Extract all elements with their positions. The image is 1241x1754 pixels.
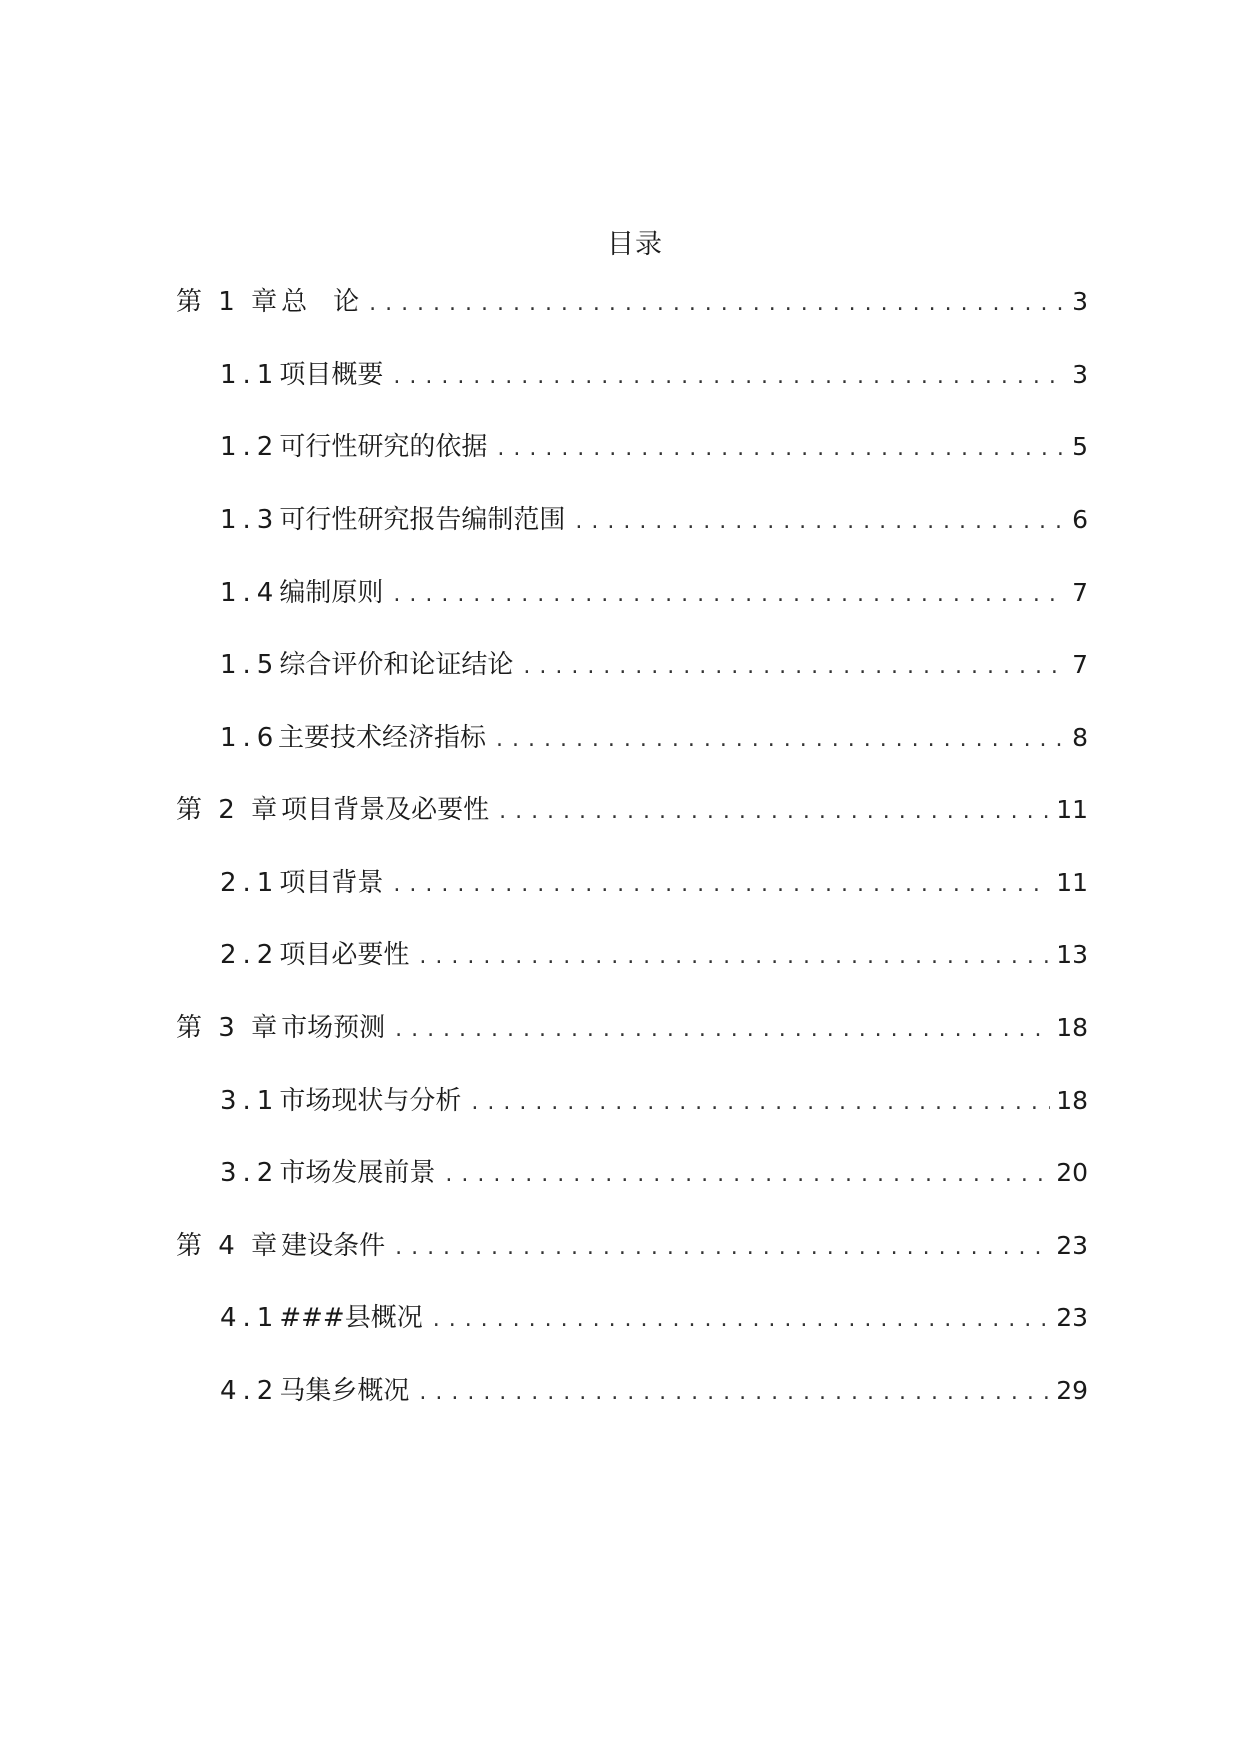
dot-leader — [471, 1083, 1050, 1123]
toc-entry-label: 项目概要 — [279, 360, 384, 390]
toc-entry-1-2[interactable] — [220, 427, 1088, 469]
toc-entry-label: 建设条件 — [281, 1231, 386, 1261]
toc-entry-number: 第 3 章 — [176, 1013, 282, 1043]
toc-entry-page: 23 — [1056, 1231, 1088, 1260]
toc-entry-label: 可行性研究报告编制范围 — [279, 505, 566, 535]
toc-entry-label: 综合评价和论证结论 — [279, 650, 514, 680]
toc-entry-page: 7 — [1072, 650, 1088, 679]
dot-leader — [496, 720, 1066, 760]
dot-leader — [395, 1010, 1050, 1050]
toc-entry-number: 1.4 — [220, 578, 280, 608]
toc-entry-1-1[interactable] — [220, 355, 1088, 397]
dot-leader — [393, 865, 1050, 905]
toc-entry-chapter-3[interactable] — [176, 1008, 1088, 1050]
toc-entry-number: 4.2 — [220, 1376, 280, 1406]
toc-entry-3-2[interactable] — [220, 1153, 1088, 1195]
toc-entry-page: 29 — [1056, 1376, 1088, 1405]
dot-leader — [393, 357, 1066, 397]
toc-entry-label: 编制原则 — [279, 578, 384, 608]
toc-entry-number: 3.2 — [220, 1158, 280, 1188]
dot-leader — [523, 647, 1066, 687]
toc-entry-number: 1.2 — [220, 432, 280, 462]
toc-entry-1-5[interactable] — [220, 645, 1088, 687]
dot-leader — [575, 502, 1066, 542]
toc-entry-page: 3 — [1072, 287, 1088, 316]
toc-entry-label: 项目背景及必要性 — [281, 795, 490, 825]
toc-entry-page: 8 — [1072, 723, 1088, 752]
dot-leader — [419, 1373, 1050, 1413]
toc-entry-page: 11 — [1056, 795, 1088, 824]
toc-entry-label: 马集乡概况 — [279, 1376, 410, 1406]
toc-entry-label: ###县概况 — [279, 1303, 423, 1333]
toc-entry-page: 23 — [1056, 1303, 1088, 1332]
toc-entry-number: 1.3 — [220, 505, 280, 535]
toc-entry-number: 第 1 章 — [176, 287, 282, 317]
dot-leader — [497, 429, 1066, 469]
toc-entry-label: 市场现状与分析 — [279, 1086, 462, 1116]
toc-entry-2-2[interactable] — [220, 935, 1088, 977]
toc-entry-1-3[interactable] — [220, 500, 1088, 542]
toc-entry-page: 18 — [1056, 1013, 1088, 1042]
toc-entry-number: 2.2 — [220, 940, 280, 970]
dot-leader — [395, 1228, 1050, 1268]
toc-entry-4-2[interactable] — [220, 1371, 1088, 1413]
toc-entry-label: 可行性研究的依据 — [279, 432, 488, 462]
toc-entry-number: 1.5 — [220, 650, 280, 680]
toc-entry-number: 4.1 — [220, 1303, 280, 1333]
dot-leader — [369, 284, 1066, 324]
toc-entry-number: 第 4 章 — [176, 1231, 282, 1261]
toc-entry-chapter-2[interactable] — [176, 790, 1088, 832]
toc-entry-page: 18 — [1056, 1086, 1088, 1115]
toc-entry-label: 市场发展前景 — [279, 1158, 436, 1188]
toc-entry-label: 市场预测 — [281, 1013, 386, 1043]
toc-entry-chapter-4[interactable] — [176, 1226, 1088, 1268]
toc-entry-label: 项目必要性 — [279, 940, 410, 970]
toc-entry-number: 1.6 — [220, 723, 280, 753]
toc-entry-1-6[interactable] — [220, 718, 1088, 760]
toc-entry-number: 3.1 — [220, 1086, 280, 1116]
toc-entry-page: 20 — [1056, 1158, 1088, 1187]
toc-entry-label: 项目背景 — [279, 868, 384, 898]
toc-entry-3-1[interactable] — [220, 1081, 1088, 1123]
toc-entry-number: 2.1 — [220, 868, 280, 898]
toc-entry-page: 6 — [1072, 505, 1088, 534]
page-title: 目录 — [607, 229, 663, 260]
toc-entry-page: 7 — [1072, 578, 1088, 607]
toc-entry-label: 总 论 — [281, 287, 360, 317]
dot-leader — [393, 575, 1066, 615]
dot-leader — [433, 1300, 1050, 1340]
dot-leader — [445, 1155, 1050, 1195]
toc-entry-page: 11 — [1056, 868, 1088, 897]
dot-leader — [419, 937, 1050, 977]
toc-entry-chapter-1[interactable] — [176, 282, 1088, 324]
dot-leader — [499, 792, 1050, 832]
toc-entry-2-1[interactable] — [220, 863, 1088, 905]
toc-entry-page: 5 — [1072, 432, 1088, 461]
toc-entry-1-4[interactable] — [220, 573, 1088, 615]
toc-entry-page: 3 — [1072, 360, 1088, 389]
toc-entry-number: 1.1 — [220, 360, 280, 390]
toc-entry-number: 第 2 章 — [176, 795, 282, 825]
toc-entry-4-1[interactable] — [220, 1298, 1088, 1340]
toc-entry-label: 主要技术经济指标 — [278, 723, 487, 753]
toc-entry-page: 13 — [1056, 940, 1088, 969]
